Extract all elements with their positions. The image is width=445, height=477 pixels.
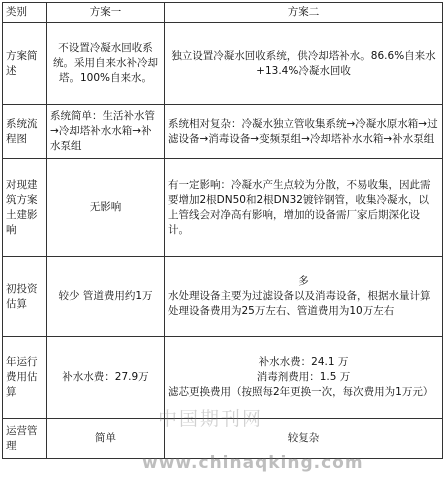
row-category: 系统流程图	[3, 105, 47, 159]
row-plan2-detail: 水处理设备主要为过滤设备以及消毒设备，根据水量计算处理设备费用为25万左右、管道费用为10万左右	[168, 290, 431, 317]
table-row	[3, 105, 443, 159]
row-plan1: 系统简单：生活补水管→冷却塔补水水箱→补水泵组	[47, 105, 165, 159]
row-plan1: 不设置冷凝水回收系统。采用自来水补冷却塔。100%自来水。	[47, 23, 165, 105]
row-plan1: 简单	[47, 419, 165, 459]
row-plan1: 较少 管道费用约1万	[47, 257, 165, 337]
table-row	[3, 23, 443, 105]
row-plan2: 较复杂	[165, 419, 443, 459]
table-row	[3, 159, 443, 257]
row-plan2-title: 多	[298, 275, 309, 287]
header-category: 类别	[3, 3, 47, 23]
row-plan2: 有一定影响：冷凝水产生点较为分散，不易收集，因此需要增加2根DN50和2根DN32镀锌钢管，收集冷凝水，以上管线会对净高有影响，增加的设备需厂家后期深化设计。	[165, 159, 443, 257]
row-plan2-line1: 补水水费：24.1 万	[258, 356, 349, 368]
table-row	[3, 337, 443, 419]
row-category: 运营管理	[3, 419, 47, 459]
row-plan2-line2: 消毒剂费用：1.5 万	[256, 371, 351, 383]
row-plan2	[165, 337, 443, 419]
header-plan1: 方案一	[47, 3, 165, 23]
row-category: 对现建筑方案土建影响	[3, 159, 47, 257]
watermark-url: www.chinaqking.com	[142, 453, 364, 473]
comparison-table	[2, 2, 443, 459]
row-category: 初投资估算	[3, 257, 47, 337]
row-category: 年运行费用估算	[3, 337, 47, 419]
header-plan2: 方案二	[165, 3, 443, 23]
row-plan2: 独立设置冷凝水回收系统，供冷却塔补水。86.6%自来水+13.4%冷凝水回收	[165, 23, 443, 105]
table-row	[3, 257, 443, 337]
table-row	[3, 419, 443, 459]
watermark-cn: 中国期刊网	[158, 408, 264, 430]
table-header-row	[3, 3, 443, 23]
row-plan2	[165, 257, 443, 337]
row-plan2-line3: 滤芯更换费用（按照每2年更换一次，每次费用为1万元）	[168, 386, 434, 398]
row-plan2: 系统相对复杂：冷凝水独立管收集系统→冷凝水原水箱→过滤设备→消毒设备→变频泵组→冷却塔补水水箱→补水泵组	[165, 105, 443, 159]
row-plan1: 无影响	[47, 159, 165, 257]
row-category: 方案简述	[3, 23, 47, 105]
row-plan1: 补水水费：27.9万	[47, 337, 165, 419]
